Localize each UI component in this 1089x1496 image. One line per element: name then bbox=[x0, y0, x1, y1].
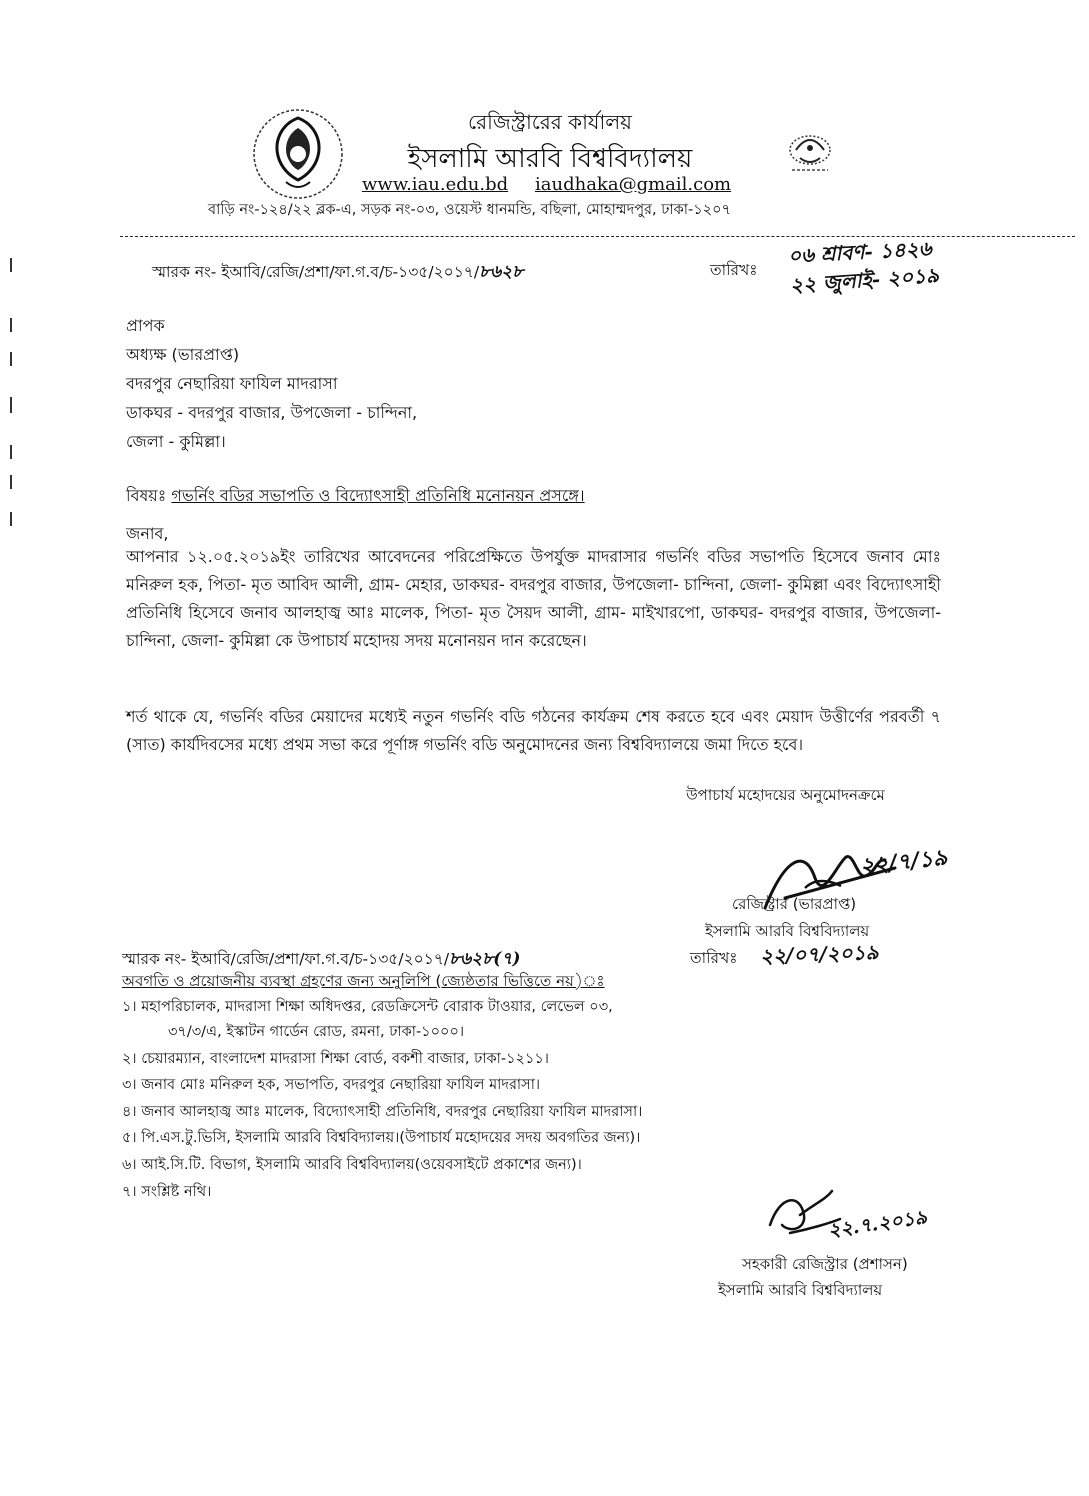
subject-line bbox=[126, 483, 585, 510]
copy-list-item: ৩। জনাব মোঃ মনিরুল হক, সভাপতি, বদরপুর নেছারিয়া ফাযিল মাদরাসা। bbox=[122, 1077, 541, 1093]
copy-list-item: ১। মহাপরিচালক, মাদরাসা শিক্ষা অধিদপ্তর, রেডক্রিসেন্ট বোরাক টাওয়ার, লেভেল ০৩, bbox=[122, 999, 613, 1015]
body-paragraph-2: শর্ত থাকে যে, গভর্নিং বডির মেয়াদের মধ্যেই নতুন গভর্নিং বডি গঠনের কার্যক্রম শেষ করতে হবে এবং মেয়াদ উত্তীর্ণের পরবর্তী ৭ (সাত) কার্যদিবসের মধ্যে প্রথম সভা করে পূর্ণাঙ্গ গভর্নিং বডি অনুমোদনের জন্য বিশ্ববিদ্যালয়ে জমা দিতে হবে। bbox=[126, 707, 941, 754]
office-address: বাড়ি নং-১২৪/২২ ব্লক-এ, সড়ক নং-০৩, ওয়েস্ট ধানমন্ডি, বছিলা, মোহাম্মদপুর, ঢাকা-১২০৭ bbox=[208, 202, 731, 218]
margin-tick bbox=[10, 258, 12, 272]
registrar-sign-date: ২২/৭/১৯ bbox=[858, 844, 949, 880]
memo-handwritten-number: ৮৬২৮ bbox=[479, 262, 524, 282]
copy-date-label: তারিখঃ bbox=[690, 949, 738, 967]
salutation: জনাব, bbox=[126, 524, 169, 543]
email-link[interactable]: iaudhaka@gmail.com bbox=[535, 174, 732, 195]
copy-list-item: ৩৭/৩/এ, ইস্কাটন গার্ডেন রোড, রমনা, ঢাকা-১০০০। bbox=[168, 1024, 465, 1040]
margin-tick bbox=[10, 445, 12, 459]
recipient-line: জেলা - কুমিল্লা। bbox=[126, 432, 226, 451]
margin-tick bbox=[10, 512, 12, 526]
date-bangla-handwritten: ০৬ শ্রাবণ- ১৪২৬ bbox=[787, 236, 933, 268]
copy-list-item: ৬। আই.সি.টি. বিভাগ, ইসলামি আরবি বিশ্ববিদ্যালয়(ওয়েবসাইটে প্রকাশের জন্য)। bbox=[122, 1157, 582, 1173]
memo-number bbox=[152, 259, 523, 287]
bangladesh-emblem-icon bbox=[770, 120, 850, 190]
margin-tick bbox=[10, 318, 12, 332]
copy-list-item: ৭। সংশ্লিষ্ট নথি। bbox=[122, 1184, 212, 1200]
date-english-handwritten: ২২ জুলাই- ২০১৯ bbox=[789, 262, 940, 298]
copy-memo-handwritten-number: ৮৬২৮(৭) bbox=[449, 949, 521, 969]
assistant-registrar-university: ইসলামি আরবি বিশ্ববিদ্যালয় bbox=[718, 1281, 883, 1299]
approval-note: উপাচার্য মহোদয়ের অনুমোদনক্রমে bbox=[686, 786, 885, 804]
university-name: ইসলামি আরবি বিশ্ববিদ্যালয় bbox=[407, 144, 693, 174]
website-link[interactable]: www.iau.edu.bd bbox=[362, 174, 509, 195]
recipient-line: বদরপুর নেছারিয়া ফাযিল মাদরাসা bbox=[126, 374, 338, 393]
memo-label: স্মারক নং- ইআবি/রেজি/প্রশা/ফা.গ.ব/চ-১৩৫/২০১৭/ bbox=[152, 263, 480, 281]
date-label: তারিখঃ bbox=[710, 261, 758, 279]
copy-list-title: অবগতি ও প্রয়োজনীয় ব্যবস্থা গ্রহণের জন্য অনুলিপি (জ্যেষ্ঠতার ভিত্তিতে নয়)ঃ bbox=[122, 972, 605, 990]
office-title: রেজিস্ট্রারের কার্যালয় bbox=[468, 110, 632, 134]
copy-list-item: ৪। জনাব আলহাজ্ব আঃ মালেক, বিদ্যোৎসাহী প্রতিনিধি, বদরপুর নেছারিয়া ফাযিল মাদরাসা। bbox=[122, 1104, 643, 1120]
recipient-label: প্রাপক bbox=[126, 316, 165, 335]
copy-list-item: ২। চেয়ারম্যান, বাংলাদেশ মাদরাসা শিক্ষা বোর্ড, বকশী বাজার, ঢাকা-১২১১। bbox=[122, 1051, 549, 1067]
margin-tick bbox=[10, 397, 12, 413]
recipient-line: ডাকঘর - বদরপুর বাজার, উপজেলা - চান্দিনা, bbox=[126, 403, 418, 422]
registrar-university: ইসলামি আরবি বিশ্ববিদ্যালয় bbox=[705, 922, 870, 940]
registrar-designation: রেজিস্ট্রার (ভারপ্রাপ্ত) bbox=[732, 895, 857, 913]
subject-text: গভর্নিং বডির সভাপতি ও বিদ্যোৎসাহী প্রতিনিধি মনোনয়ন প্রসঙ্গে। bbox=[171, 486, 585, 505]
recipient-line: অধ্যক্ষ (ভারপ্রাপ্ত) bbox=[126, 345, 240, 364]
assistant-registrar-designation: সহকারী রেজিস্ট্রার (প্রশাসন) bbox=[742, 1255, 908, 1273]
margin-tick bbox=[10, 475, 12, 489]
body-paragraph-1: আপনার ১২.০৫.২০১৯ইং তারিখের আবেদনের পরিপ্রেক্ষিতে উপর্যুক্ত মাদরাসার গভর্নিং বডির সভাপতি হিসেবে জনাব মোঃ মনিরুল হক, পিতা- মৃত আবিদ আলী, গ্রাম- মেহার, ডাকঘর- বদরপুর বাজার, উপজেলা- চান্দিনা, জেলা- কুমিল্লা এবং বিদ্যোৎসাহী প্রতিনিধি হিসেবে জনাব আলহাজ্ব আঃ মালেক, পিতা- মৃত সৈয়দ আলী, গ্রাম- মাইখারপো, ডাকঘর- বদরপুর বাজার, উপজেলা- চান্দিনা, জেলা- কুমিল্লা কে উপাচার্য মহোদয় সদয় মনোনয়ন দান করেছেন। bbox=[126, 547, 941, 650]
margin-tick bbox=[10, 352, 12, 366]
subject-label: বিষয়ঃ bbox=[126, 486, 167, 505]
assistant-registrar-sign-date: ২২.৭.২০১৯ bbox=[826, 1206, 929, 1242]
copy-memo-label: স্মারক নং- ইআবি/রেজি/প্রশা/ফা.গ.ব/চ-১৩৫/২০১৭/ bbox=[122, 950, 450, 968]
header-divider bbox=[120, 236, 1075, 237]
copy-list-item: ৫। পি.এস.টু.ভিসি, ইসলামি আরবি বিশ্ববিদ্যালয়।(উপাচার্য মহোদয়ের সদয় অবগতির জন্য)। bbox=[122, 1130, 641, 1146]
copy-date-handwritten: ২২/০৭/২০১৯ bbox=[759, 939, 879, 969]
